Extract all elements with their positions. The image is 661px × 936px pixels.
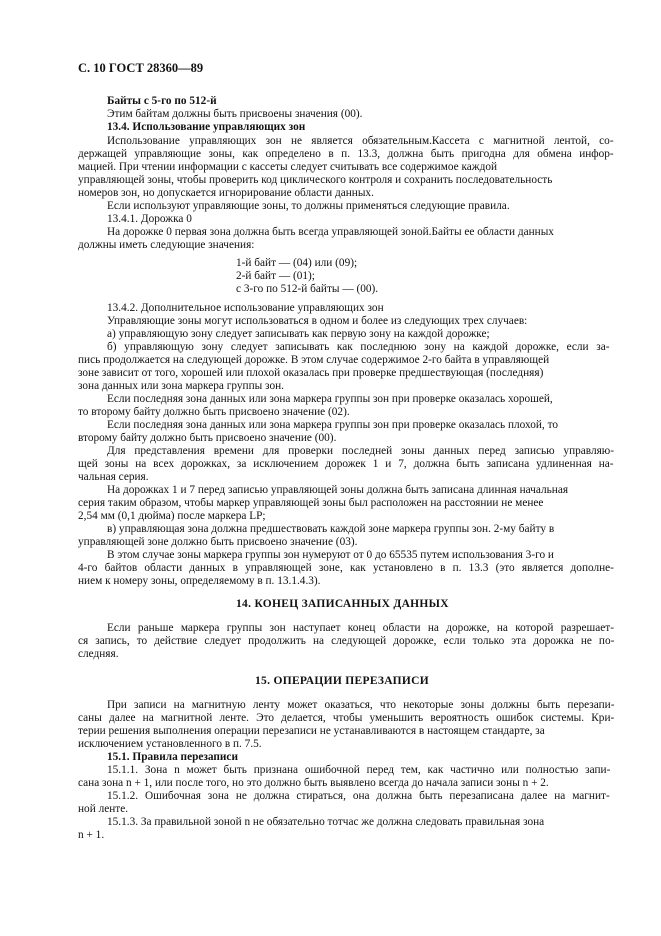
list-item-c: в) управляющая зона должна предшествовать каждой зоне маркера группы зон. 2-му байту в xyxy=(107,523,555,535)
text-line: 2,54 мм (0,1 дюйма) после маркера LP; xyxy=(78,510,266,522)
text-line: мацией. При чтении информации с кассеты следует считывать все содержимое каждой xyxy=(78,161,498,173)
subheading-15-1: 15.1. Правила перезаписи xyxy=(107,751,238,763)
subheading-13-4-1: 13.4.1. Дорожка 0 xyxy=(107,213,192,225)
list-item-b: б) управляющую зону следует записывать как последнюю зону на каждой дорожке, если за- xyxy=(107,341,610,353)
text-line: Если последняя зона данных или зона маркера группы зон при проверке оказалась хорошей, xyxy=(107,393,553,405)
text-line: щей зоны на всех дорожках, за исключением дорожек 1 и 7, должна быть записана удлиненная на- xyxy=(78,458,614,470)
text-line: 15.1.3. За правильной зоной n не обязательно тотчас же должна следовать правильная зона xyxy=(107,816,545,828)
text-line: чальная серия. xyxy=(78,471,149,483)
text-line: В этом случае зоны маркера группы зон нумеруют от 0 до 65535 путем использования 3-го и xyxy=(107,549,554,561)
text-line: сана зона n + 1, или после того, но это должно быть выявлено всегда до начала записи зоны n + 2. xyxy=(78,777,549,789)
text-line: саны далее на магнитной ленте. Это делается, чтобы уменьшить вероятность ошибок системы. Кри- xyxy=(78,712,615,724)
text-line: На дорожках 1 и 7 перед записью управляющей зоны должна быть записана длинная начальная xyxy=(107,484,569,496)
text-line: 15.1.2. Ошибочная зона не должна стираться, она должна быть перезаписана далее на магнит- xyxy=(107,790,610,802)
text-line: управляющей зоне должно быть присвоено значение (03). xyxy=(78,536,358,548)
text-line: Если раньше маркера группы зон наступает конец области на дорожке, на которой разрешает- xyxy=(107,622,614,634)
page-header: С. 10 ГОСТ 28360—89 xyxy=(78,61,204,75)
text-line: ся запись, то действие следует продолжить на следующей дорожке, если только эта дорожка не по- xyxy=(78,635,615,647)
section-heading-15: 15. ОПЕРАЦИИ ПЕРЕЗАПИСИ xyxy=(255,675,429,687)
text-line: ной ленте. xyxy=(78,803,129,815)
text-line: должны иметь следующие значения: xyxy=(78,239,255,251)
value-line: с 3-го по 512-й байты — (00). xyxy=(236,283,379,295)
text-line: нием к номеру зоны, определяемому в п. 13.1.4.3). xyxy=(78,575,321,587)
text-line: то второму байту должно быть присвоено значение (02). xyxy=(78,406,350,418)
text-line: Если используют управляющие зоны, то должны применяться следующие правила. xyxy=(107,200,510,212)
text-line: 4-го байтов области данных в управляющей зоне, как установлено в п. 13.3 (это является дополне- xyxy=(78,562,614,574)
list-item-a: а) управляющую зону следует записывать как первую зону на каждой дорожке; xyxy=(107,328,490,340)
section-heading-14: 14. КОНЕЦ ЗАПИСАННЫХ ДАННЫХ xyxy=(236,598,449,610)
text-line: Использование управляющих зон не является обязательным.Кассета с магнитной лентой, со- xyxy=(107,135,614,147)
text-line: второму байту должно быть присвоено значение (00). xyxy=(78,432,337,444)
text-line: зона данных или зона маркера группы зон. xyxy=(78,380,284,392)
text-line: Этим байтам должны быть присвоены значения (00). xyxy=(107,108,363,120)
text-line: терии решения выполнения операции перезаписи не устанавливаются в настоящем стандарте, за xyxy=(78,725,545,737)
text-line: номеров зон, но допускается игнорирование области данных. xyxy=(78,187,374,199)
value-line: 1-й байт — (04) или (09); xyxy=(236,257,358,269)
text-line: Для представления времени для проверки последней зоны данных перед записью управляю- xyxy=(107,445,614,457)
subheading-bytes: Байты с 5-го по 512-й xyxy=(107,95,217,107)
text-line: следняя. xyxy=(78,648,119,660)
text-line: пись продолжается на следующей дорожке. В этом случае содержимое 2-го байта в управляющей xyxy=(78,354,550,366)
text-line: Если последняя зона данных или зона маркера группы зон при проверке оказалась плохой, то xyxy=(107,419,559,431)
value-line: 2-й байт — (01); xyxy=(236,270,315,282)
text-line: На дорожке 0 первая зона должна быть всегда управляющей зоной.Байты ее области данных xyxy=(107,226,554,238)
text-line: держащей управляющие зоны, как определено в п. 13.3, должна быть пригодна для обмена инфор- xyxy=(78,148,614,160)
subheading-13-4-2: 13.4.2. Дополнительное использование управляющих зон xyxy=(107,302,384,314)
text-line: Управляющие зоны могут использоваться в одном и более из следующих трех случаев: xyxy=(107,315,528,327)
text-line: зоне зависит от того, хорошей или плохой оказалась при проверке предшествующая (последняя) xyxy=(78,367,544,379)
text-line: исключением установленного в п. 7.5. xyxy=(78,738,262,750)
text-line: управляющей зоны, чтобы проверить код циклического контроля и сохранить последовательность xyxy=(78,174,553,186)
text-line: 15.1.1. Зона n может быть признана ошибочной перед тем, как частично или полностью запи- xyxy=(107,764,611,776)
text-line: n + 1. xyxy=(78,829,105,841)
subheading-13-4: 13.4. Использование управляющих зон xyxy=(107,121,306,133)
text-line: серия таким образом, чтобы маркер управляющей зоны был расположен на расстоянии не менее xyxy=(78,497,544,509)
text-line: При записи на магнитную ленту может оказаться, что некоторые зоны должны быть перезапи- xyxy=(107,699,615,711)
